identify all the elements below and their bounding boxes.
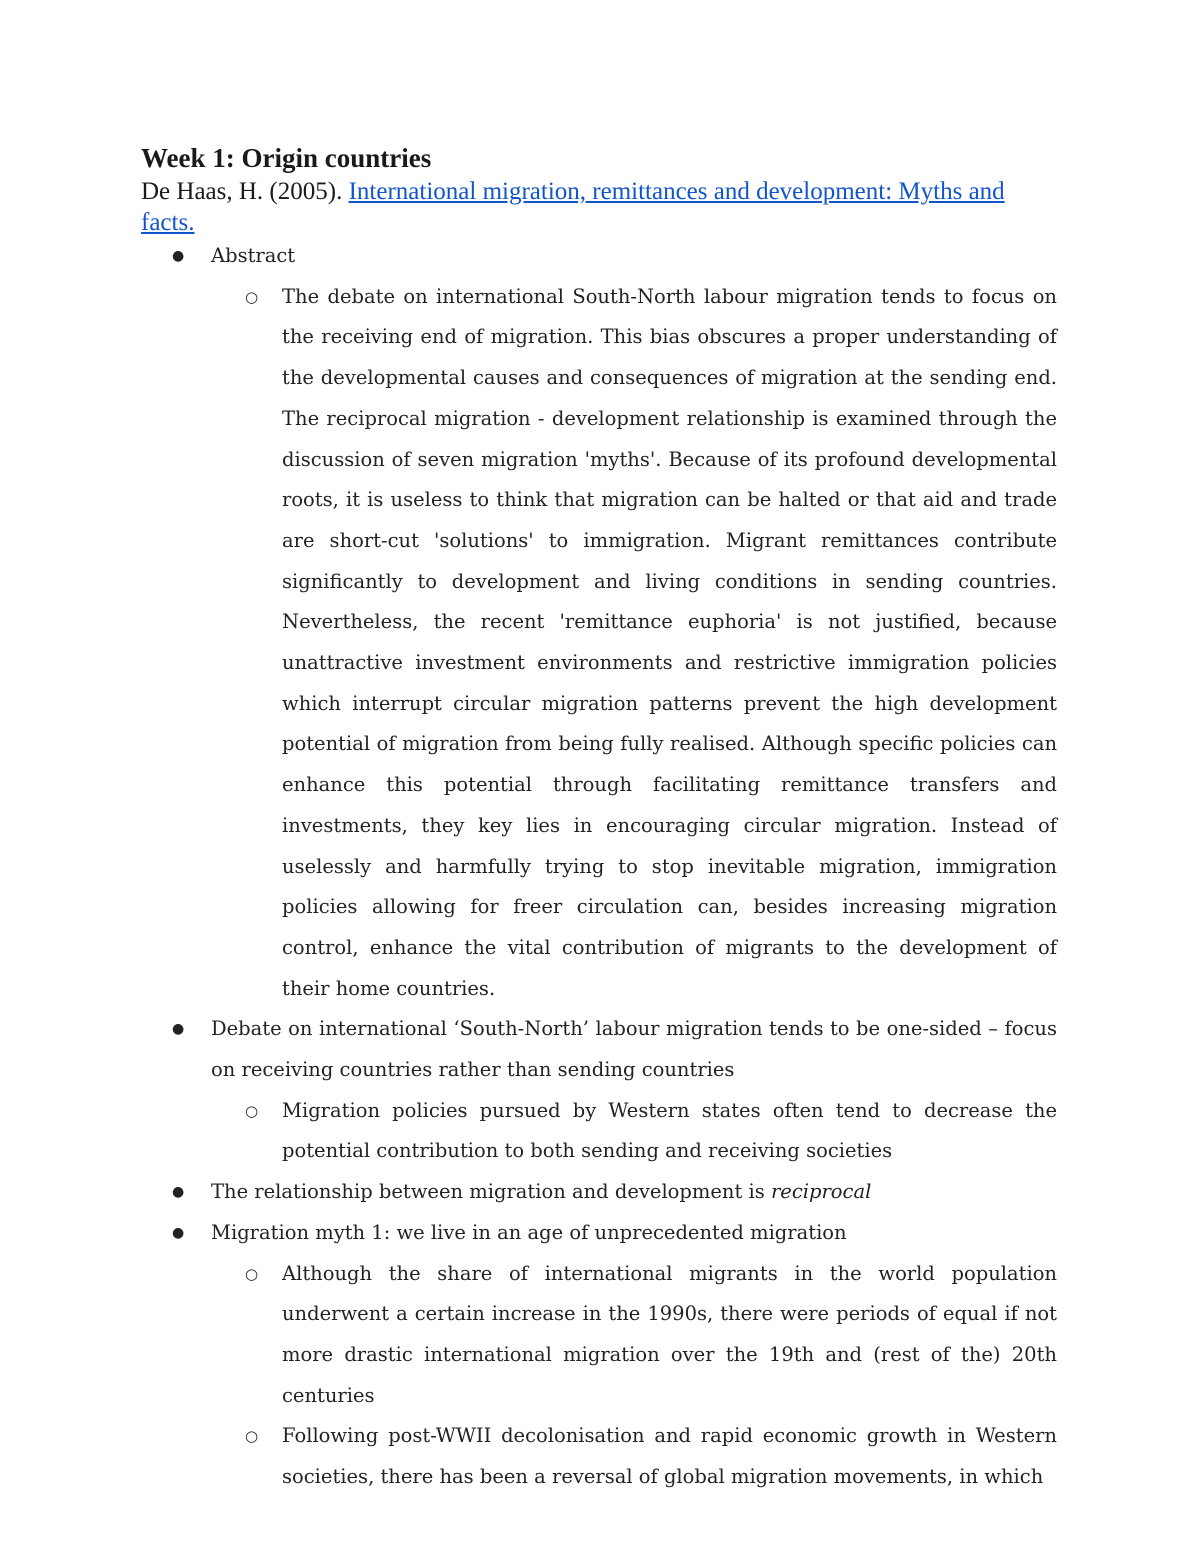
abstract-text: The debate on international South-North labour migration tends to focus on the receiving end of migration. This bias obscures a proper understanding of the developmental causes and consequences of migration at the sending end. The reciprocal migration - development relationship is examined through the discussion of seven migration 'myths'. Because of its profound developmental roots, it is useless to think that migration can be halted or that aid and trade are short-cut 'solutions' to immigration. Migrant remittances contribute significantly to development and living conditions in sending countries. Nevertheless, the recent 'remittance euphoria' is not justified, because unattractive investment environments and restrictive immigration policies which interrupt circular migration patterns prevent the high development potential of migration from being fully realised. Although specific policies can enhance this potential through facilitating remittance transfers and investments, they key lies in encouraging circular migration. Instead of uselessly and harmfully trying to stop inevitable migration, immigration policies allowing for freer circulation can, besides increasing migration control, enhance the vital contribution of migrants to the development of their home countries. bbox=[282, 284, 1057, 1000]
list-item-abstract bbox=[0, 236, 1057, 277]
bullet-hollow-icon: ○ bbox=[245, 1101, 259, 1120]
notes-list bbox=[0, 236, 1200, 1498]
relationship-emphasis: reciprocal bbox=[770, 1180, 872, 1204]
myth1-sub2-text: Following post-WWII decolonisation and rapid economic growth in Western societies, there has been a reversal of global migration movements, in which bbox=[282, 1424, 1057, 1489]
debate-sub-text: Migration policies pursued by Western states often tend to decrease the potential contribution to both sending and receiving societies bbox=[282, 1098, 1057, 1163]
bullet-hollow-icon: ○ bbox=[245, 287, 259, 306]
bullet-hollow-icon: ○ bbox=[245, 1427, 259, 1446]
list-item-myth1-sub2 bbox=[0, 1416, 1057, 1497]
bullet-hollow-icon: ○ bbox=[245, 1264, 259, 1283]
list-item-relationship bbox=[0, 1172, 1057, 1213]
debate-text: Debate on international ‘South-North’ labour migration tends to be one-sided – focus on receiving countries rather than sending countries bbox=[211, 1017, 1057, 1082]
list-item-debate bbox=[0, 1009, 1057, 1090]
myth1-text: Migration myth 1: we live in an age of unprecedented migration bbox=[211, 1220, 847, 1244]
bullet-filled-icon: ● bbox=[172, 1184, 185, 1201]
list-item-abstract-text bbox=[0, 277, 1057, 1010]
citation bbox=[141, 176, 1061, 238]
citation-authors: De Haas, H. (2005). bbox=[141, 178, 349, 205]
citation-link[interactable]: International migration, remittances and development: Myths and facts. bbox=[141, 178, 1005, 236]
abstract-label: Abstract bbox=[211, 244, 296, 267]
list-item-debate-sub bbox=[0, 1091, 1057, 1172]
list-item-myth1 bbox=[0, 1213, 1057, 1254]
bullet-filled-icon: ● bbox=[172, 1021, 185, 1038]
bullet-filled-icon: ● bbox=[172, 248, 185, 264]
page-title: Week 1: Origin countries bbox=[141, 143, 432, 173]
list-item-myth1-sub1 bbox=[0, 1254, 1057, 1417]
relationship-text: The relationship between migration and development is bbox=[211, 1180, 771, 1204]
bullet-filled-icon: ● bbox=[172, 1224, 185, 1241]
myth1-sub1-text: Although the share of international migrants in the world population underwent a certain increase in the 1990s, there were periods of equal if not more drastic international migration over the 19th and (rest of the) 20th centuries bbox=[282, 1261, 1057, 1407]
